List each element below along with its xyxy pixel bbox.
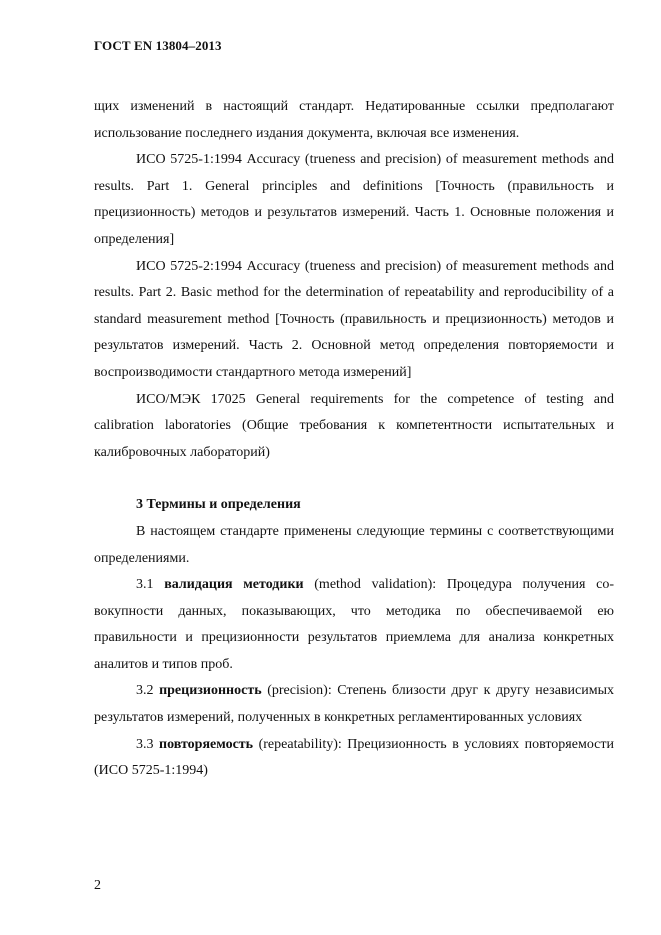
reference-iso-5725-1: ИСО 5725-1:1994 Accuracy (trueness and precision) of measurement methods and results. Part 1. General principles and definitions [Точность (правильность и прецизионность) методов и результатов измерений. Часть 1. Основные положения и определения]	[94, 152, 614, 247]
reference-iso-5725-2: ИСО 5725-2:1994 Accuracy (trueness and precision) of measurement methods and results. Part 2. Basic method for the determination of repeatability and reproducibility of a standard measurement method [Точность (правильность и прецизионность) методов и результатов измерений. Часть 2. Основной метод определения повторяемости и воспроизводимости стандартного метода измерений]	[94, 258, 614, 380]
term-definition: (repeatability): Прецизионность в условиях повторяемости (ИСО 5725-1:1994)	[94, 736, 614, 779]
term-entry-3-1	[94, 572, 614, 678]
term-number: 3.3	[136, 736, 154, 752]
paragraph-continuation: щих изменений в настоящий стандарт. Недатированные ссылки предполагают использование последнего издания документа, включая все изменения.	[94, 99, 614, 141]
document-header: ГОСТ EN 13804–2013	[94, 38, 222, 53]
reference-iso-iec-17025: ИСО/МЭК 17025 General requirements for the competence of testing and calibration laboratories (Общие требования к компетентности испытательных и калибровочных лабораторий)	[94, 391, 614, 460]
term-entry-3-3	[94, 732, 614, 785]
term-name: повторяемость	[159, 736, 254, 752]
section-title-terms: 3 Термины и определения	[136, 497, 301, 513]
section-intro: В настоящем стандарте применены следующие термины с соответствующими определениями.	[94, 523, 614, 566]
term-entry-3-2	[94, 678, 614, 731]
term-number: 3.2	[136, 683, 154, 699]
term-name: валидация методики	[164, 577, 304, 593]
term-number: 3.1	[136, 577, 154, 593]
term-definition: (method validation): Процедура получения совокупности данных, показывающих, что методика по обеспечиваемой ею правильности и прецизионности результатов приемлема для анализа конкретных аналитов и типов проб.	[94, 577, 615, 672]
page-number: 2	[94, 878, 101, 893]
term-name: прецизионность	[159, 683, 262, 699]
document-body	[94, 94, 614, 785]
term-definition: (precision): Степень близости друг к другу независимых результатов измерений, полученных в конкретных регламентированных условиях	[94, 683, 614, 726]
